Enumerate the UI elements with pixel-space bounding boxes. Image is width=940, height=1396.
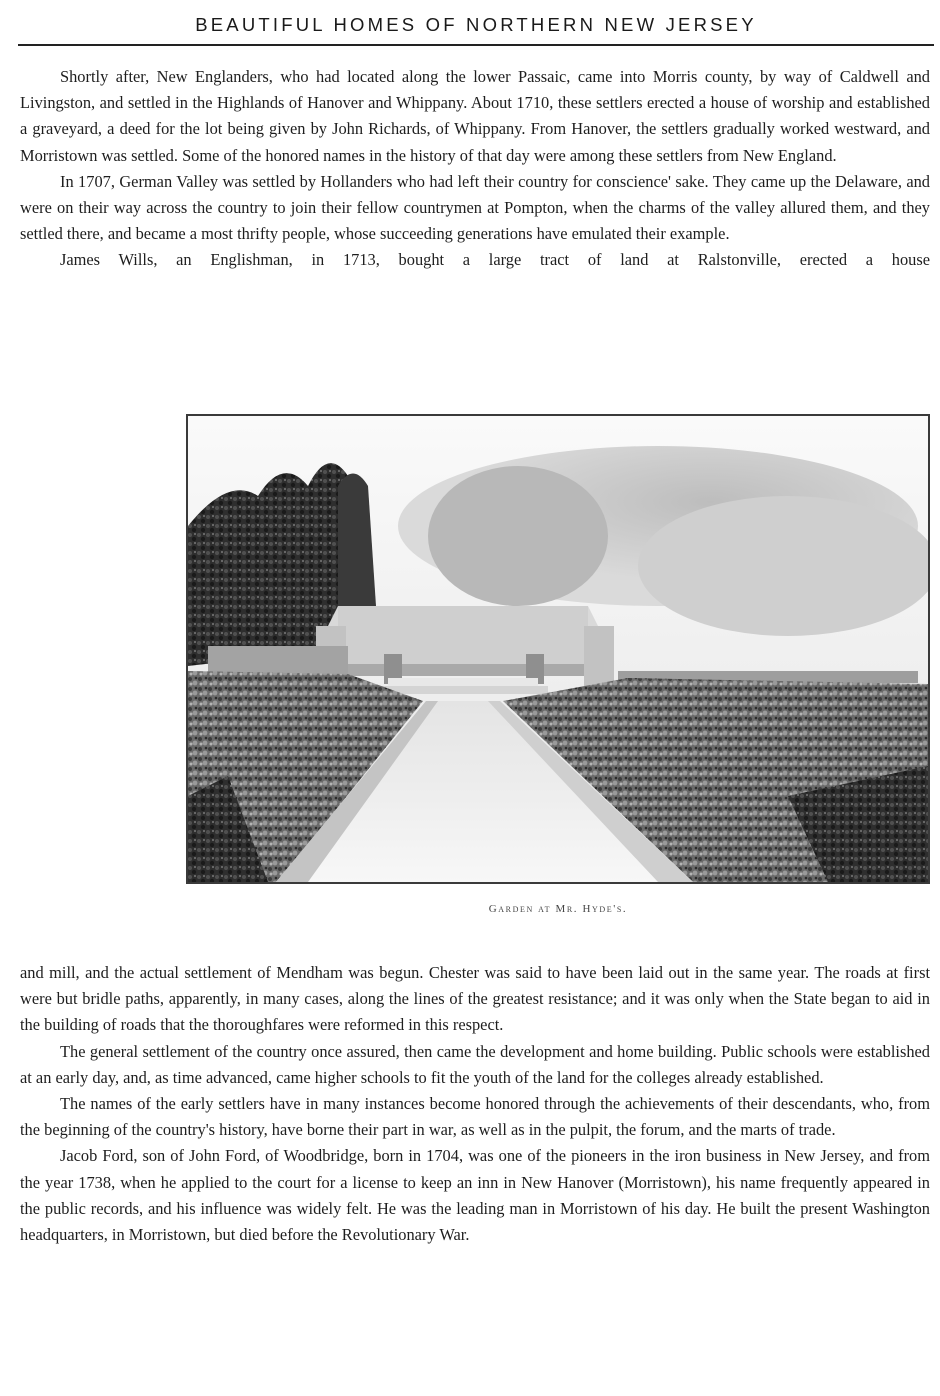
running-title: BEAUTIFUL HOMES OF NORTHERN NEW JERSEY xyxy=(195,14,757,35)
paragraph: In 1707, German Valley was settled by Hollanders who had left their country for conscience' sake. They came up the Delaware, and were on their way across the country to join their fellow countrymen at Pompton, when the charms of the valley allured them, and they settled there, and became a most thrifty people, whose succeeding generations have emulated their example. xyxy=(20,171,930,244)
garden-photograph xyxy=(186,414,930,884)
garden-photo-illustration xyxy=(188,416,928,882)
paragraph-continued: James Wills, an Englishman, in 1713, bought a large tract of land at Ralstonville, erected a house xyxy=(60,250,930,270)
text-block-bottom xyxy=(20,960,930,1248)
paragraph: Jacob Ford, son of John Ford, of Woodbridge, born in 1704, was one of the pioneers in the iron business in New Jersey, and from the year 1738, when he applied to the court for a license to keep an inn in New Hanover (Morristown), his name frequently appeared in the public records, and his influence was widely felt. He was the leading man in Morristown of his day. He built the present Washington headquarters, in Morristown, but died before the Revolutionary War. xyxy=(20,1146,930,1245)
paragraph-continuation: and mill, and the actual settlement of Mendham was begun. Chester was said to have been laid out in the same year. The roads at first were but bridle paths, apparently, in many cases, along the lines of the greatest resistance; and it was only when the State began to aid in the building of roads that the thoroughfares were reformed in this respect. xyxy=(20,963,930,1035)
paragraph: The names of the early settlers have in many instances become honored through the achievements of their descendants, who, from the beginning of the country's history, have borne their part in war, as well as in the pulpit, the forum, and the marts of trade. xyxy=(20,1094,930,1140)
photo-caption: Garden at Mr. Hyde's. xyxy=(488,903,628,915)
page-header xyxy=(18,10,934,46)
paragraph: Shortly after, New Englanders, who had located along the lower Passaic, came into Morris county, by way of Caldwell and Livingston, and settled in the Highlands of Hanover and Whippany. About 1710, these settlers erected a house of worship and established a graveyard, a deed for the lot being given by John Richards, of Whippany. From Hanover, the settlers gradually worked westward, and Morristown was settled. Some of the honored names in the history of that day were among these settlers from New England. xyxy=(20,67,930,165)
paragraph: The general settlement of the country once assured, then came the development and home building. Public schools were established at an early day, and, as time advanced, came higher schools to fit the youth of the land for the colleges already established. xyxy=(20,1041,930,1087)
text-block-top xyxy=(20,64,930,274)
